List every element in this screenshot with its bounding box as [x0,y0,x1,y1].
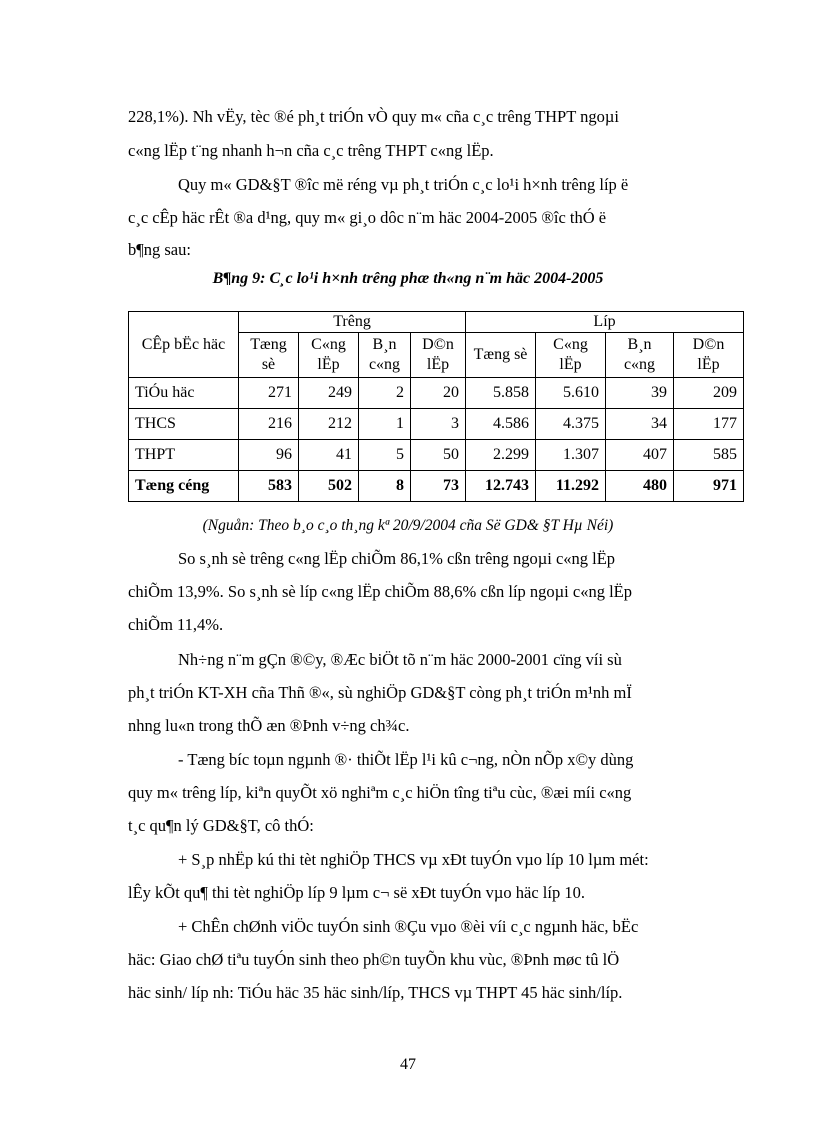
table-cell: 271 [239,378,299,409]
row-label: THPT [129,440,239,471]
table-cell: 2 [359,378,411,409]
paragraph-line: + S¸p nhËp kú thi tèt nghiÖp THCS vµ xÐt tuyÓn vµo líp 10 lµm mét: [178,850,649,869]
table-cell: 12.743 [466,471,536,502]
subheader-cell: C«ng lËp [299,333,359,378]
table-header-row [129,312,744,333]
paragraph-line: chiÕm 13,9%. So s¸nh sè líp c«ng lËp chiÕm 88,6% cßn líp ngoµi c«ng lËp [128,582,632,601]
table-cell: 4.375 [536,409,606,440]
table-cell: 39 [606,378,674,409]
group-header-classes: Líp [466,312,744,333]
subheader-cell: C«ng lËp [536,333,606,378]
paragraph-line: So s¸nh sè trêng c«ng lËp chiÕm 86,1% cßn trêng ngoµi c«ng lËp [178,549,616,568]
table-cell: 177 [674,409,744,440]
table-cell: 1.307 [536,440,606,471]
table-cell: 480 [606,471,674,502]
table-cell: 249 [299,378,359,409]
paragraph-line: lÊy kÕt qu¶ thi tèt nghiÖp líp 9 lµm c¬ së xÐt tuyÓn vµo häc líp 10. [128,883,585,902]
table-cell: 1 [359,409,411,440]
table-row [129,440,744,471]
table-cell: 5 [359,440,411,471]
paragraph-line: Nh÷ng n¨m gÇn ®©y, ®Æc biÖt tõ n¨m häc 2000-2001 cïng víi sù [178,650,622,669]
page-number: 47 [400,1056,416,1073]
subheader-cell: B¸n c«ng [606,333,674,378]
table-cell: 2.299 [466,440,536,471]
subheader-cell: Tæng sè [239,333,299,378]
table-cell: 96 [239,440,299,471]
subheader-cell: B¸n c«ng [359,333,411,378]
table-cell: 50 [411,440,466,471]
paragraph-line: c«ng lËp t¨ng nhanh h¬n cña c¸c trêng THPT c«ng lËp. [128,141,494,160]
paragraph-line: häc sinh/ líp nh: TiÓu häc 35 häc sinh/líp, THCS vµ THPT 45 häc sinh/líp. [128,983,623,1002]
table-cell: 34 [606,409,674,440]
row-label: TiÓu häc [129,378,239,409]
subheader-cell: D©n lËp [674,333,744,378]
paragraph-line: t¸c qu¶n lý GD&§T, cô thÓ: [128,816,314,835]
source-note: (Nguån: Theo b¸o c¸o th¸ng kª 20/9/2004 cña Së GD& §T Hµ Néi) [202,517,614,534]
table-total-row [129,471,744,502]
group-header-schools: Trêng [239,312,466,333]
table-cell: 5.858 [466,378,536,409]
row-label: Tæng céng [129,471,239,502]
paragraph-line: chiÕm 11,4%. [128,615,224,634]
table-cell: 73 [411,471,466,502]
corner-header: CÊp bËc häc [129,312,239,378]
paragraph-line: - Tæng bíc toµn ngµnh ®· thiÕt lËp l¹i kû c¬ng, nÒn nÕp x©y dùng [178,750,634,769]
paragraph-line: + ChÊn chØnh viÖc tuyÓn sinh ®Çu vµo ®èi víi c¸c ngµnh häc, bËc [178,917,639,936]
paragraph-line: quy m« trêng líp, kiªn quyÕt xö nghiªm c¸c hiÖn tîng tiªu cùc, ®æi míi c«ng [128,783,632,802]
table-cell: 212 [299,409,359,440]
subheader-cell: Tæng sè [466,333,536,378]
table-title: B¶ng 9: C¸c lo¹i h×nh trêng phæ th«ng n¨m häc 2004-2005 [212,270,604,287]
table-cell: 583 [239,471,299,502]
table-cell: 11.292 [536,471,606,502]
paragraph-line: 228,1%). Nh vËy, tèc ®é ph¸t triÓn vÒ quy m« cña c¸c trêng THPT ngoµi [128,107,619,126]
table-cell: 8 [359,471,411,502]
table-cell: 4.586 [466,409,536,440]
table-cell: 41 [299,440,359,471]
paragraph-line: Quy m« GD&§T ®îc më réng vµ ph¸t triÓn c¸c lo¹i h×nh trêng líp ë [178,175,629,194]
row-label: THCS [129,409,239,440]
table-cell: 3 [411,409,466,440]
schools-table [128,311,744,502]
table-cell: 407 [606,440,674,471]
table-row [129,378,744,409]
table-cell: 5.610 [536,378,606,409]
paragraph-line: c¸c cÊp häc rÊt ®a d¹ng, quy m« gi¸o dôc n¨m häc 2004-2005 ®îc thÓ ë [128,208,607,227]
table-cell: 209 [674,378,744,409]
table-row [129,409,744,440]
subheader-cell: D©n lËp [411,333,466,378]
table-cell: 585 [674,440,744,471]
table-cell: 971 [674,471,744,502]
table-cell: 502 [299,471,359,502]
paragraph-line: häc: Giao chØ tiªu tuyÓn sinh theo ph©n tuyÕn khu vùc, ®Þnh møc tû lÖ [128,950,620,969]
table-cell: 20 [411,378,466,409]
paragraph-line: b¶ng sau: [128,240,191,259]
paragraph-line: ph¸t triÓn KT-XH cña Thñ ®«, sù nghiÖp GD&§T còng ph¸t triÓn m¹nh mÏ [128,683,632,702]
paragraph-line: nhng lu«n trong thÕ æn ®Þnh v÷ng ch¾c. [128,716,410,735]
table-cell: 216 [239,409,299,440]
